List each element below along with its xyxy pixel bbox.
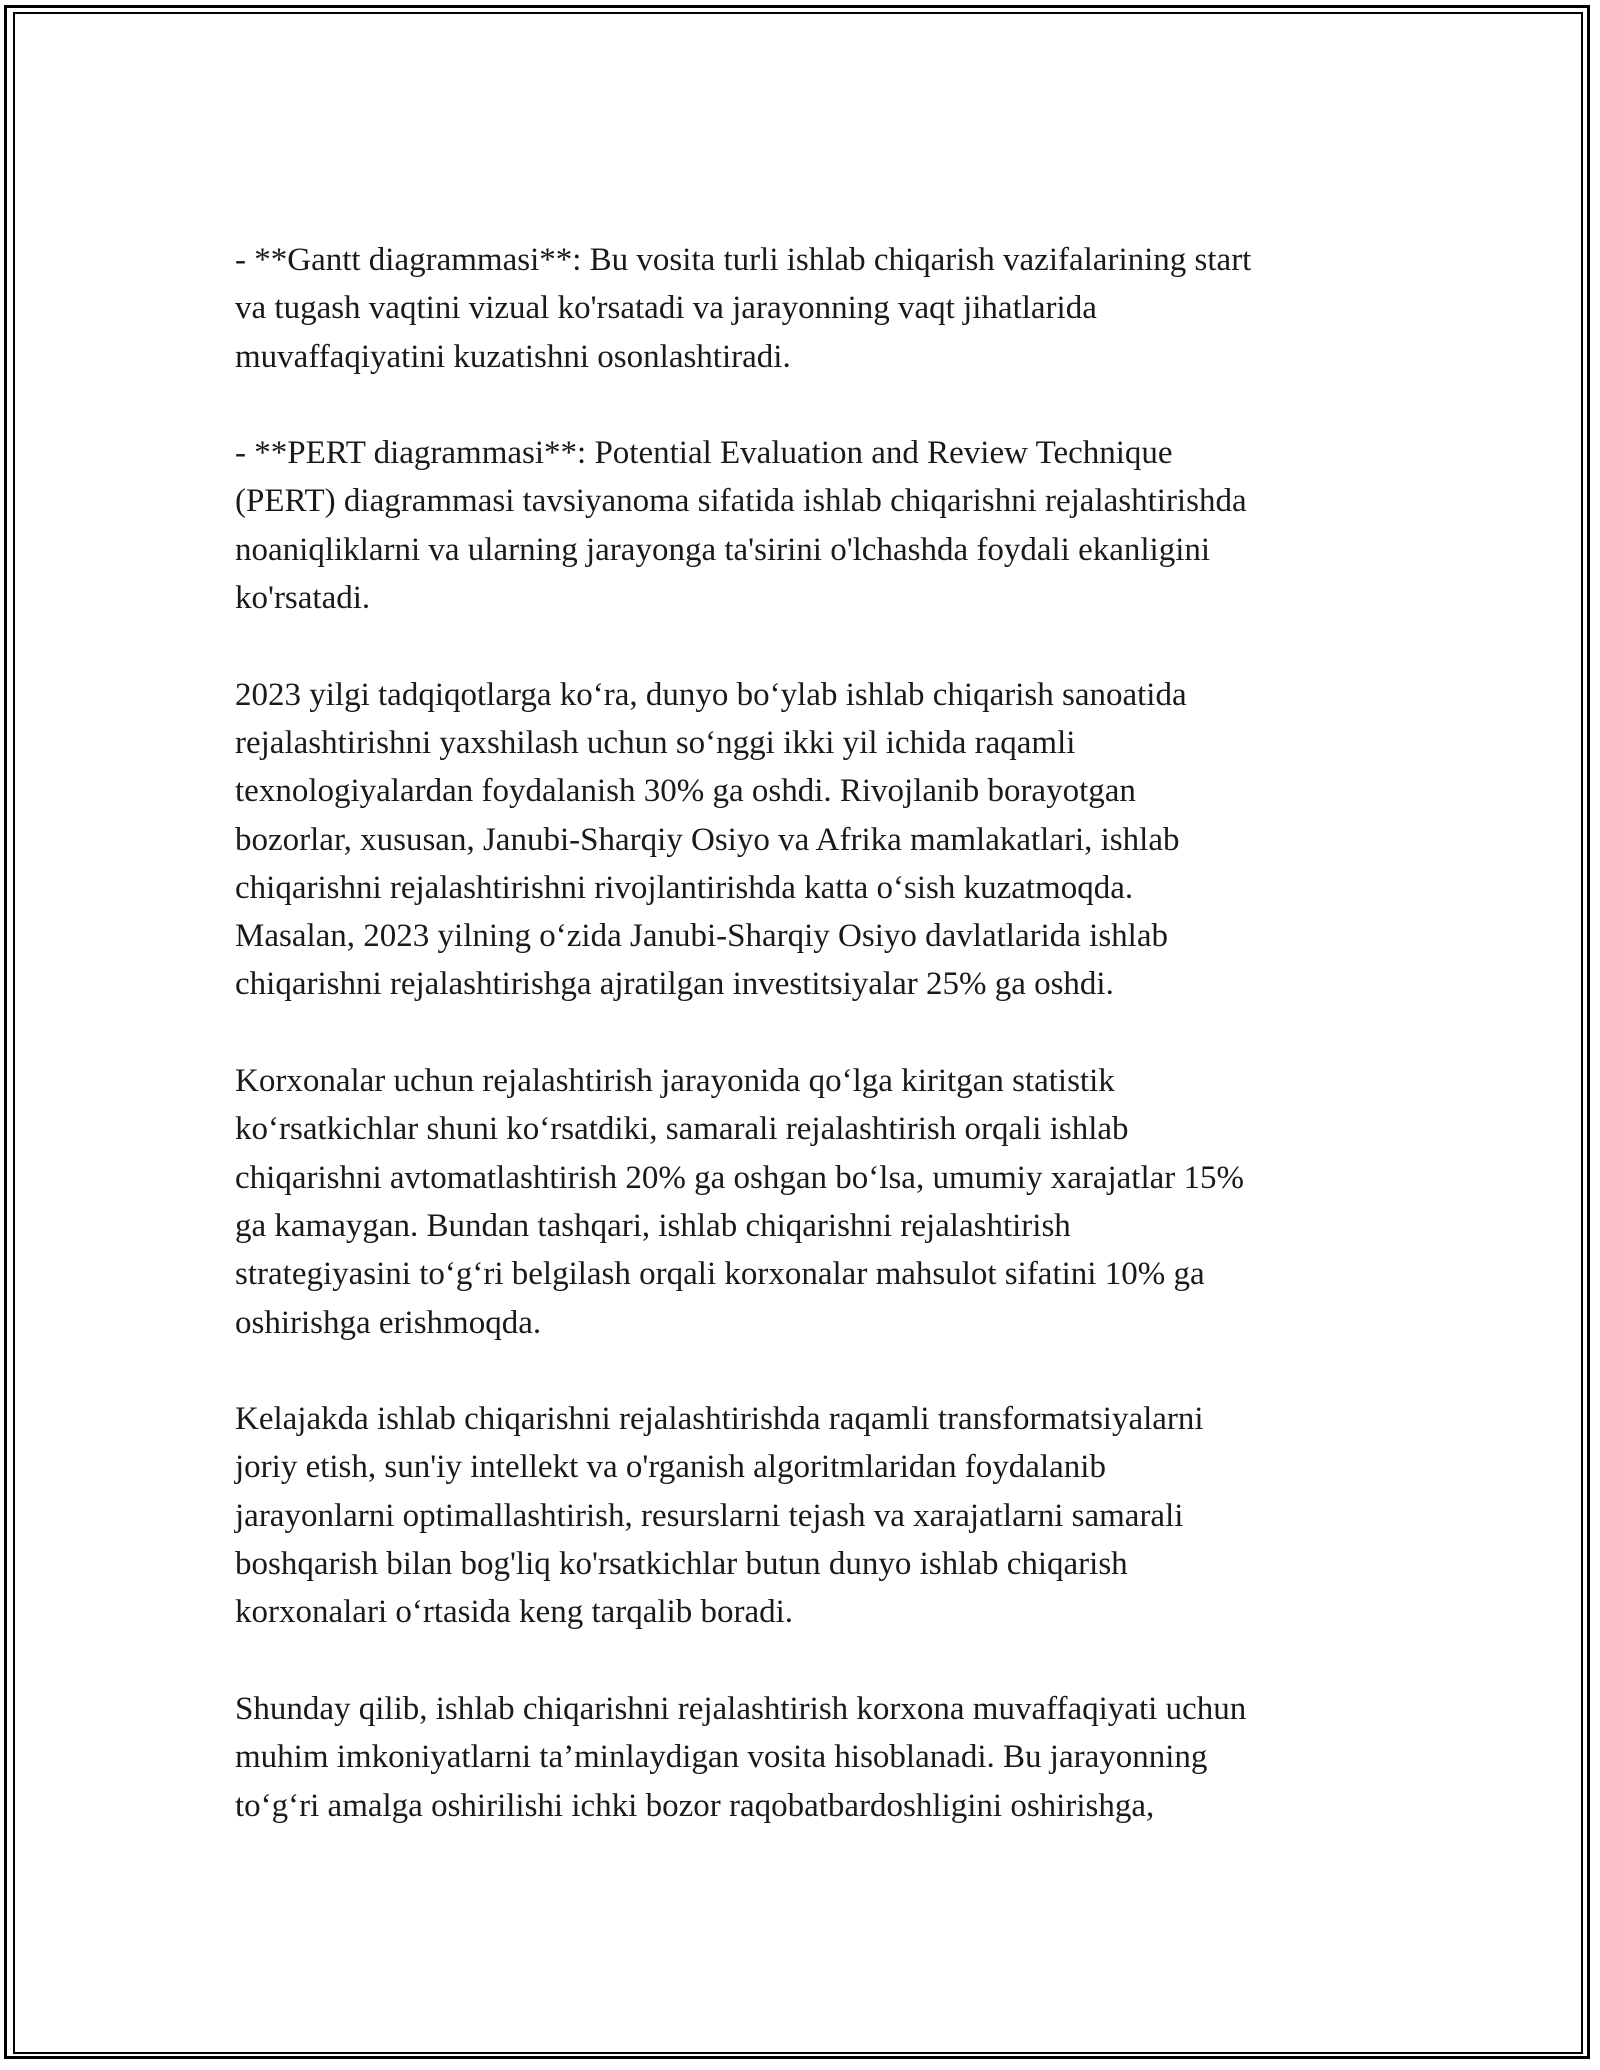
text-line: noaniqliklarni va ularning jarayonga ta'sirini o'lchashda foydali ekanligini bbox=[235, 531, 1211, 568]
text-line: - **PERT diagrammasi**: Potential Evaluation and Review Technique bbox=[235, 435, 1173, 472]
text-line: chiqarishni rejalashtirishni rivojlantirishda katta o‘sish kuzatmoqda. bbox=[235, 869, 1134, 906]
text-line: bozorlar, xususan, Janubi-Sharqiy Osiyo va Afrika mamlakatlari, ishlab bbox=[235, 821, 1180, 858]
text-line: chiqarishni avtomatlashtirish 20% ga oshgan bo‘lsa, umumiy xarajatlar 15% bbox=[235, 1159, 1245, 1196]
text-line: rejalashtirishni yaxshilash uchun so‘nggi ikki yil ichida raqamli bbox=[235, 724, 1076, 761]
text-line: 2023 yilgi tadqiqotlarga ko‘ra, dunyo bo‘ylab ishlab chiqarish sanoatida bbox=[235, 676, 1187, 713]
text-line: strategiyasini to‘g‘ri belgilash orqali korxonalar mahsulot sifatini 10% ga bbox=[235, 1256, 1205, 1293]
text-line: (PERT) diagrammasi tavsiyanoma sifatida ishlab chiqarishni rejalashtirishda bbox=[235, 483, 1247, 520]
text-line: oshirishga erishmoqda. bbox=[235, 1304, 542, 1341]
text-line: chiqarishni rejalashtirishga ajratilgan investitsiyalar 25% ga oshdi. bbox=[235, 966, 1114, 1003]
text-line: Korxonalar uchun rejalashtirish jarayonida qo‘lga kiritgan statistik bbox=[235, 1063, 1115, 1100]
text-line: ga kamaygan. Bundan tashqari, ishlab chiqarishni rejalashtirish bbox=[235, 1207, 1071, 1244]
text-line: jarayonlarni optimallashtirish, resurslarni tejash va xarajatlarni samarali bbox=[235, 1497, 1184, 1534]
paragraph-pert bbox=[235, 429, 1415, 622]
text-line: to‘g‘ri amalga oshirilishi ichki bozor raqobatbardoshligini oshirishga, bbox=[235, 1787, 1155, 1824]
paragraph-future bbox=[235, 1395, 1415, 1636]
text-line: joriy etish, sun'iy intellekt va o'rganish algoritmlaridan foydalanib bbox=[235, 1449, 1106, 1486]
text-line: - **Gantt diagrammasi**: Bu vosita turli ishlab chiqarish vazifalarining start bbox=[235, 242, 1252, 278]
paragraph-statistics bbox=[235, 1057, 1415, 1347]
text-line: ko‘rsatkichlar shuni ko‘rsatdiki, samarali rejalashtirish orqali ishlab bbox=[235, 1111, 1129, 1148]
paragraph-gantt bbox=[235, 236, 1415, 381]
text-line: ko'rsatadi. bbox=[235, 580, 371, 617]
document-body bbox=[235, 236, 1415, 1878]
text-line: muhim imkoniyatlarni ta’minlaydigan vosita hisoblanadi. Bu jarayonning bbox=[235, 1739, 1208, 1776]
paragraph-research-2023 bbox=[235, 671, 1415, 1009]
text-line: boshqarish bilan bog'liq ko'rsatkichlar butun dunyo ishlab chiqarish bbox=[235, 1546, 1128, 1583]
text-line: Kelajakda ishlab chiqarishni rejalashtirishda raqamli transformatsiyalarni bbox=[235, 1401, 1204, 1438]
text-line: va tugash vaqtini vizual ko'rsatadi va jarayonning vaqt jihatlarida bbox=[235, 290, 1097, 327]
text-line: Masalan, 2023 yilning o‘zida Janubi-Sharqiy Osiyo davlatlarida ishlab bbox=[235, 918, 1168, 955]
text-line: muvaffaqiyatini kuzatishni osonlashtiradi. bbox=[235, 338, 791, 375]
paragraph-conclusion bbox=[235, 1685, 1415, 1830]
text-line: korxonalari o‘rtasida keng tarqalib boradi. bbox=[235, 1594, 794, 1631]
text-line: Shunday qilib, ishlab chiqarishni rejalashtirish korxona muvaffaqiyati uchun bbox=[235, 1690, 1247, 1727]
text-line: texnologiyalardan foydalanish 30% ga oshdi. Rivojlanib borayotgan bbox=[235, 773, 1136, 810]
